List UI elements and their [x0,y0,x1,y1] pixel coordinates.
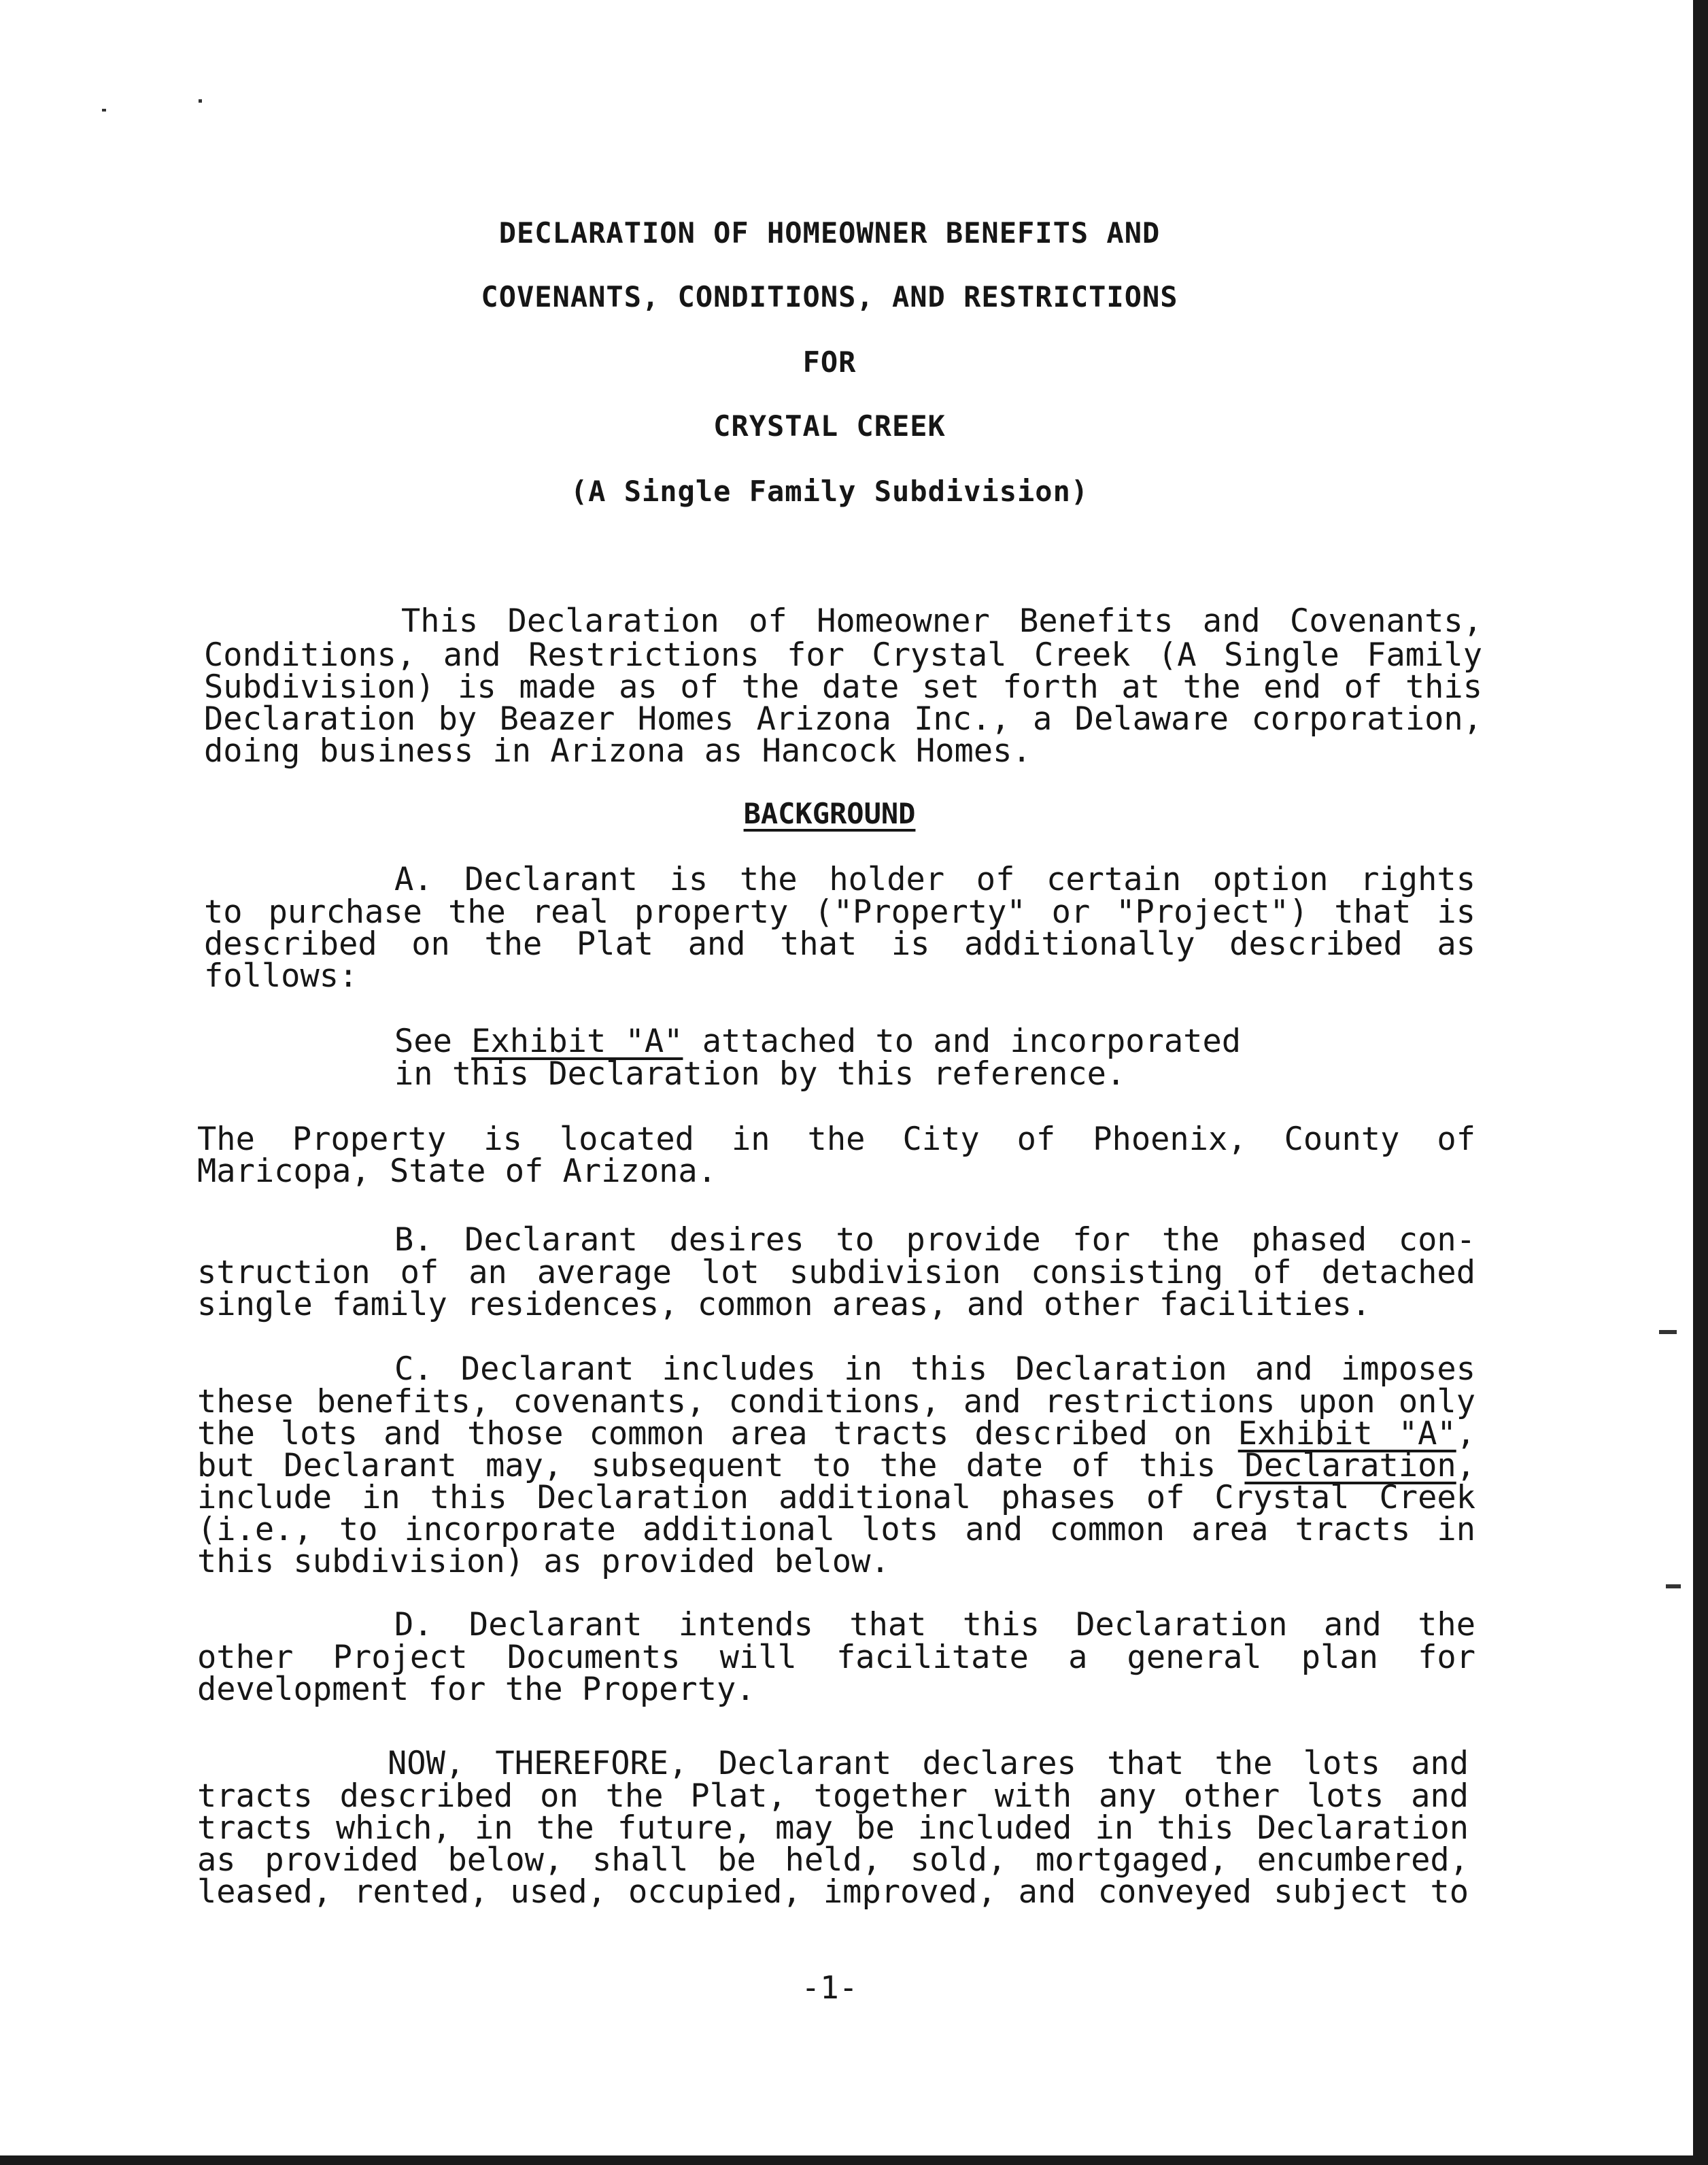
paragraph-b-line: struction of an average lot subdivision consisting of detached [197,1254,1475,1291]
page-number: -1- [801,1969,858,2006]
paragraph-d-line: development for the Property. [197,1671,755,1708]
intro-line: Subdivision) is made as of the date set forth at the end of this [204,668,1482,706]
paragraph-b-line: B. Declarant desires to provide for the phased con- [394,1221,1475,1259]
paragraph-b-body [197,1254,1475,1323]
paragraph-c-line: these benefits, covenants, conditions, and restrictions upon only [197,1383,1475,1420]
scan-speck [1659,1330,1677,1334]
paragraph-a [204,861,1475,898]
scan-speck [199,99,202,103]
paragraph-a-line: follows: [204,957,358,995]
paragraph-c-line: (i.e., to incorporate additional lots and common area tracts in [197,1511,1475,1548]
paragraph-c-body [197,1383,1475,1580]
paragraph-d-line: D. Declarant intends that this Declaration and the [394,1606,1475,1643]
paragraph-c [197,1350,1475,1388]
exhibit-reference-line-1: See Exhibit "A" attached to and incorporated [394,1023,1242,1060]
now-therefore-body [197,1777,1469,1911]
paragraph-d-body [197,1639,1475,1708]
paragraph-d [197,1606,1475,1643]
title-line-4: CRYSTAL CREEK [713,409,946,443]
paragraph-c-line: but Declarant may, subsequent to the date of this Declaration, [197,1447,1475,1484]
paragraph-d-line: other Project Documents will facilitate a general plan for [197,1639,1475,1676]
now-therefore-paragraph [197,1745,1469,1782]
paragraph-c-line: include in this Declaration additional phases of Crystal Creek [197,1479,1475,1516]
title-line-5: (A Single Family Subdivision) [570,475,1089,508]
location-line: The Property is located in the City of Phoenix, County of [197,1121,1475,1158]
intro-paragraph [204,602,1482,640]
paragraph-a-line: to purchase the real property ("Property" or "Project") that is [204,893,1475,931]
paragraph-b [197,1221,1475,1259]
exhibit-reference-line-2: in this Declaration by this reference. [394,1055,1126,1093]
paragraph-a-line: described on the Plat and that is additionally described as [204,925,1475,963]
title-line-3: FOR [802,345,857,379]
title-line-2: COVENANTS, CONDITIONS, AND RESTRICTIONS [481,280,1178,313]
scan-speck [102,109,106,112]
paragraph-a-body [204,893,1475,995]
now-therefore-line: tracts described on the Plat, together with any other lots and [197,1777,1469,1815]
now-therefore-line: NOW, THEREFORE, Declarant declares that the lots and [388,1745,1469,1782]
intro-paragraph-body [204,636,1482,770]
intro-line: doing business in Arizona as Hancock Homes. [204,732,1031,770]
scan-edge-bottom [0,2155,1708,2165]
declaration-link: Declaration [1244,1447,1456,1484]
intro-line: This Declaration of Homeowner Benefits and Covenants, [401,602,1482,640]
background-heading: BACKGROUND [743,797,916,830]
location-paragraph [197,1121,1475,1190]
paragraph-a-line: A. Declarant is the holder of certain option rights [394,861,1475,898]
now-therefore-line: as provided below, shall be held, sold, mortgaged, encumbered, [197,1841,1469,1879]
scan-speck [1666,1584,1681,1588]
title-line-1: DECLARATION OF HOMEOWNER BENEFITS AND [498,216,1161,250]
location-line: Maricopa, State of Arizona. [197,1153,717,1190]
paragraph-c-line: this subdivision) as provided below. [197,1543,890,1580]
now-therefore-line: tracts which, in the future, may be included in this Declaration [197,1809,1469,1847]
paragraph-c-line: the lots and those common area tracts described on Exhibit "A", [197,1415,1475,1452]
paragraph-c-line: C. Declarant includes in this Declaration and imposes [394,1350,1475,1388]
exhibit-a-link: Exhibit "A" [1237,1415,1456,1452]
exhibit-a-link: Exhibit "A" [471,1023,683,1060]
now-therefore-line: leased, rented, used, occupied, improved, and conveyed subject to [197,1873,1469,1911]
intro-line: Declaration by Beazer Homes Arizona Inc., a Delaware corporation, [204,700,1482,738]
scan-edge-right [1693,0,1708,2165]
paragraph-b-line: single family residences, common areas, and other facilities. [197,1286,1371,1323]
intro-line: Conditions, and Restrictions for Crystal Creek (A Single Family [204,636,1482,674]
